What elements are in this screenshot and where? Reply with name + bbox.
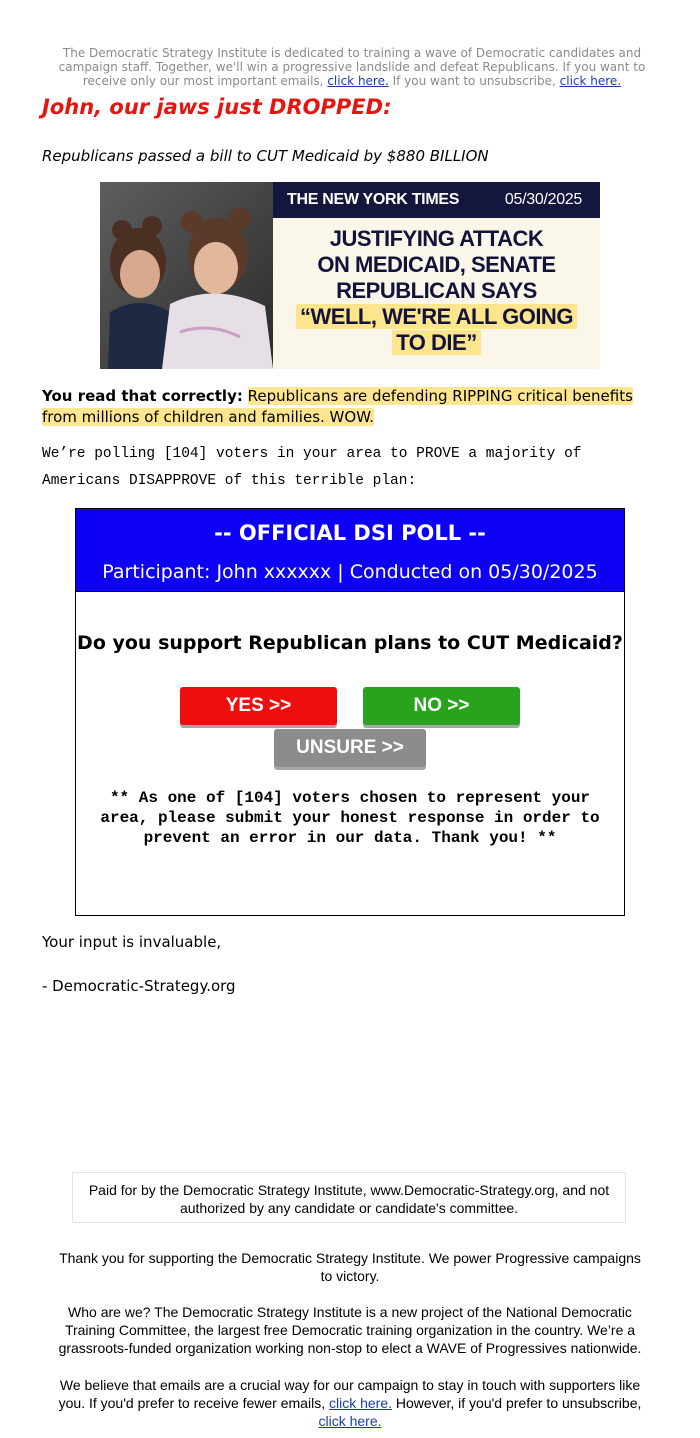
news-headline: [273, 226, 600, 356]
poll-box: [75, 508, 625, 916]
poll-notice: ** As one of [104] voters chosen to represent your area, please submit your honest response in order to prevent an error in our data. Thank you! **: [100, 789, 600, 847]
poll-question: Do you support Republican plans to CUT Medicaid?: [77, 632, 623, 654]
highlighted-text: Republicans are defending RIPPING critical benefits from millions of children and families. WOW.: [42, 387, 633, 426]
preheader-text-middle: If you want to unsubscribe,: [388, 74, 560, 88]
news-date: 05/30/2025: [504, 191, 582, 208]
email-headline: John, our jaws just DROPPED:: [42, 95, 392, 119]
news-headline-line: REPUBLICAN SAYS: [336, 278, 537, 303]
no-button[interactable]: NO >>: [363, 687, 520, 725]
children-photo: [100, 182, 273, 369]
news-quote-line: “WELL, WE'RE ALL GOING: [296, 304, 577, 329]
signoff: Your input is invaluable,: [42, 933, 222, 951]
body-paragraph: [42, 386, 652, 428]
news-headline-line: JUSTIFYING ATTACK: [329, 226, 544, 251]
news-headline-line: ON MEDICAID, SENATE: [317, 252, 556, 277]
footer-email-text-middle: However, if you'd prefer to unsubscribe,: [392, 1395, 642, 1411]
footer-email-text: We believe that emails are a crucial way for our campaign to stay in touch with supporters like you. If you'd prefer to receive fewer emails,: [58, 1377, 641, 1411]
signature: - Democratic-Strategy.org: [42, 977, 236, 995]
email-subhead: Republicans passed a bill to CUT Medicaid by $880 BILLION: [42, 147, 489, 165]
preheader-text: The Democratic Strategy Institute is dedicated to training a wave of Democratic candidates and campaign staff. Together, we'll win a progressive landslide and defeat Republicans. If you want to receive only our most important emails,: [58, 46, 646, 88]
news-source: THE NEW YORK TIMES: [287, 191, 460, 208]
poll-header: [76, 509, 624, 592]
footer-about: Who are we? The Democratic Strategy Institute is a new project of the National Democratic Training Committee, the largest free Democratic training organization in the country. We’re a grassroots-funded organization working non-stop to elect a WAVE of Progressives nationwide.: [58, 1304, 642, 1356]
hero-image[interactable]: [100, 182, 600, 369]
footer-thanks: Thank you for supporting the Democratic Strategy Institute. We power Progressive campaigns to victory.: [59, 1250, 641, 1284]
poll-participant: Participant: John xxxxxx | Conducted on 05/30/2025: [102, 561, 598, 583]
polling-paragraph: We’re polling [104] voters in your area to PROVE a majority of Americans DISAPPROVE of this terrible plan:: [42, 446, 582, 489]
yes-button[interactable]: YES >>: [180, 687, 337, 725]
unsubscribe-link-bottom[interactable]: click here.: [318, 1413, 382, 1429]
fewer-emails-link[interactable]: click here.: [328, 1395, 393, 1411]
poll-title: -- OFFICIAL DSI POLL --: [214, 521, 486, 545]
news-quote-line: TO DIE”: [392, 330, 480, 355]
important-emails-link[interactable]: click here.: [327, 74, 389, 88]
unsubscribe-link-top[interactable]: click here.: [559, 74, 622, 88]
preheader: [52, 46, 652, 88]
footer-email-prefs: [52, 1376, 648, 1430]
headline-panel: [273, 182, 600, 369]
lead-text: You read that correctly:: [42, 387, 243, 405]
unsure-button[interactable]: UNSURE >>: [274, 729, 426, 767]
paid-for-disclaimer: Paid for by the Democratic Strategy Institute, www.Democratic-Strategy.org, and not authorized by any candidate or candidate's committee.: [72, 1172, 626, 1223]
news-source-bar: [273, 182, 600, 218]
